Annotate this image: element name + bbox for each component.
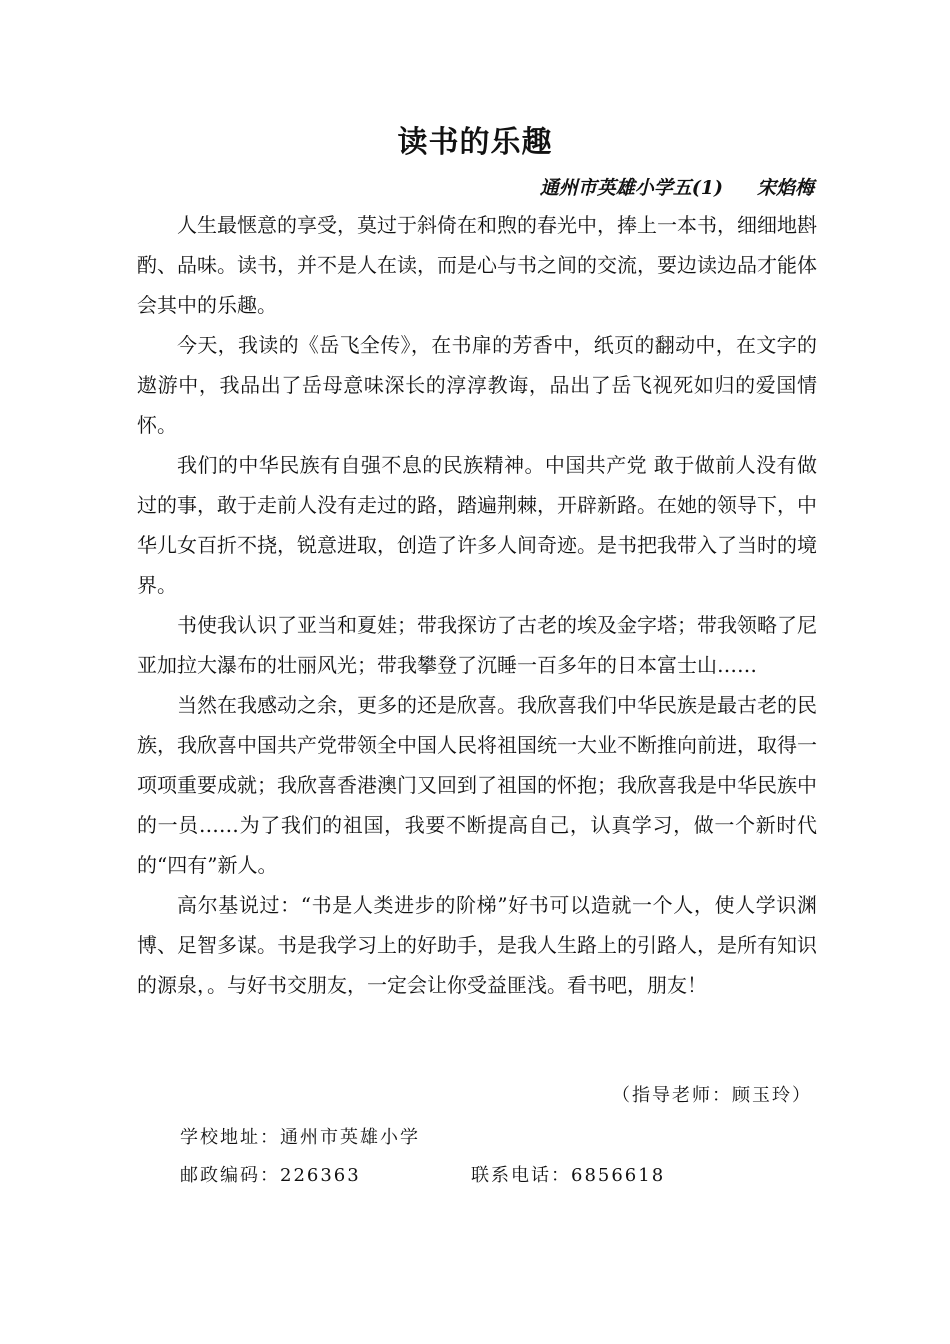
contact-line (180, 1158, 666, 1194)
postal-code: 邮政编码：226363 (180, 1165, 361, 1186)
page-title: 读书的乐趣 (397, 125, 553, 160)
paragraph: 高尔基说过：“书是人类进步的阶梯”好书可以造就一个人，使人学识渊博、足智多谋。书是我学习上的好助手，是我人生路上的引路人，是所有知识的源泉，。与好书交朋友，一定会让你受益匪浅。看书吧，朋友！ (137, 893, 817, 997)
paragraph: 今天，我读的《岳飞全传》，在书扉的芳香中，纸页的翻动中，在文字的遨游中，我品出了岳母意味深长的淳淳教诲，品出了岳飞视死如归的爱国情怀。 (137, 333, 817, 437)
byline (540, 170, 814, 206)
paragraph: 书使我认识了亚当和夏娃；带我探访了古老的埃及金字塔；带我领略了尼亚加拉大瀑布的壮丽风光；带我攀登了沉睡一百多年的日本富士山…… (137, 613, 817, 677)
instructor-note: （指导老师：顾玉玲） (612, 1085, 812, 1106)
paragraph: 人生最惬意的享受，莫过于斜倚在和煦的春光中，捧上一本书，细细地斟酌、品味。读书，并不是人在读，而是心与书之间的交流，要边读边品才能体会其中的乐趣。 (137, 213, 817, 317)
phone-number: 联系电话：6856618 (471, 1165, 666, 1186)
byline-school-class: 通州市英雄小学五(1) (539, 177, 723, 199)
paragraph: 我们的中华民族有自强不息的民族精神。中国共产党 敢于做前人没有做过的事，敢于走前人没有走过的路，踏遍荆棘，开辟新路。在她的领导下，中华儿女百折不挠，锐意进取，创造了许多人间奇迹。是书把我带入了当时的境界。 (137, 453, 817, 597)
essay-body (137, 205, 817, 1005)
paragraph: 当然在我感动之余，更多的还是欣喜。我欣喜我们中华民族是最古老的民族，我欣喜中国共产党带领全中国人民将祖国统一大业不断推向前进，取得一项项重要成就；我欣喜香港澳门又回到了祖国的怀抱；我欣喜我是中华民族中的一员……为了我们的祖国，我要不断提高自己，认真学习，做一个新时代的“四有”新人。 (137, 693, 817, 877)
school-address: 学校地址：通州市英雄小学 (180, 1127, 420, 1148)
byline-author: 宋焰梅 (756, 177, 814, 199)
